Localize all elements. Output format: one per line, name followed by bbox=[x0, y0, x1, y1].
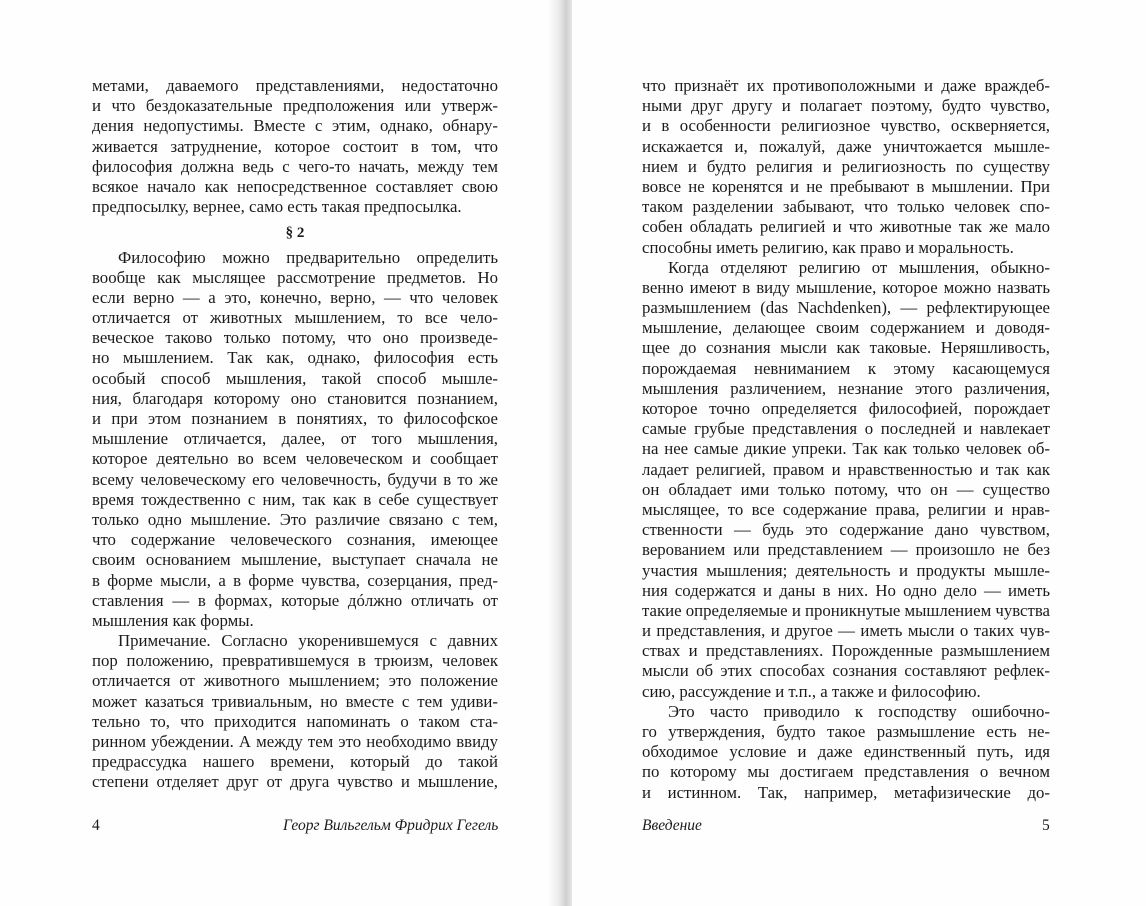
text-line: собен обладать религией и что животные так же мало bbox=[642, 217, 1050, 237]
text-line: мышление отличается, далее, от того мышления, bbox=[92, 429, 498, 449]
text-line: веческое таково только потому, что оно произведе- bbox=[92, 328, 498, 348]
running-head: Георг Вильгельм Фридрих Гегель bbox=[283, 817, 499, 834]
text-line: метами, даваемого представлениями, недостаточно bbox=[92, 76, 498, 95]
text-line: го утверждения, будто такое размышление есть не- bbox=[642, 722, 1050, 741]
text-line: размышлением (das Nachdenken), — рефлектирующее bbox=[642, 298, 1050, 318]
text-line: искажается и, пожалуй, даже уничтожается мышле- bbox=[642, 136, 1050, 156]
text-line: ладает религией, правом и нравственностью и так как bbox=[642, 459, 1050, 479]
text-line: участия мышления; деятельность и продукты мышле- bbox=[642, 560, 1050, 580]
text-line: ния содержатся и даны в них. Но одно дело — иметь bbox=[642, 580, 1050, 600]
note-line: может казаться тривиальным, но вместе с тем удиви- bbox=[92, 691, 498, 711]
text-line: мышления различением, незнание этого различения, bbox=[642, 378, 1050, 398]
text-line: философия должна ведь с чего-то начать, между тем bbox=[92, 156, 498, 176]
text-line: самые грубые представления о последней и навлекает bbox=[642, 419, 1050, 439]
page-number: 5 bbox=[1042, 817, 1050, 834]
text-line: ставления — в формах, которые дóлжно отличать от bbox=[92, 590, 498, 610]
text-line: вообще как мыслящее рассмотрение предметов. Но bbox=[92, 267, 498, 287]
text-line: по которому мы достигаем представления о вечном bbox=[642, 762, 1050, 782]
text-line: обходимое условие и даже единственный путь, идя bbox=[642, 742, 1050, 762]
text-line: и что бездоказательные предположения или утверж- bbox=[92, 96, 498, 116]
note-line: степени отделяет друг от друга чувство и мышление, bbox=[92, 772, 498, 792]
text-line: вовсе не коренятся и не пребывают в мышлении. При bbox=[642, 176, 1050, 196]
right-page-text bbox=[642, 76, 1050, 803]
note-line: отличается от животного мышлением; это положение bbox=[92, 671, 498, 691]
running-head: Введение bbox=[642, 817, 702, 834]
section-heading: § 2 bbox=[285, 225, 305, 242]
note-line: тельно то, что приходится напоминать о таком ста- bbox=[92, 711, 498, 731]
text-line: Это часто приводило к господству ошибочно- bbox=[668, 701, 1050, 721]
text-line: и в особенности религиозное чувство, оскверняется, bbox=[642, 116, 1050, 136]
page-number: 4 bbox=[92, 817, 100, 834]
text-line: время тождественно с ним, так как в себе существует bbox=[92, 489, 498, 509]
text-line: ствах и представлениях. Порожденные размышлением bbox=[642, 641, 1050, 661]
text-line: только одно мышление. Это различие связано с тем, bbox=[92, 509, 498, 529]
text-line: ными друг другу и полагает поэтому, будто чувство, bbox=[642, 96, 1050, 116]
text-line: ния, благодаря которому оно становится познанием, bbox=[92, 388, 498, 408]
text-line: отличается от животных мышлением, то все чело- bbox=[92, 308, 498, 328]
text-line: и истинном. Так, например, метафизические до- bbox=[642, 782, 1050, 802]
text-line: такие определяемые и проникнутые мышлением чувства bbox=[642, 600, 1050, 620]
text-line: сию, рассуждение и т.п., а также и философию. bbox=[642, 681, 981, 701]
left-page-text bbox=[92, 76, 498, 793]
left-page bbox=[0, 0, 560, 906]
note-line: Примечание. Согласно укоренившемуся с давних bbox=[118, 631, 498, 651]
text-line: живается затруднение, которое состоит в том, что bbox=[92, 136, 498, 156]
text-line: своим основанием мышление, выступает сначала не bbox=[92, 550, 498, 570]
text-line: ственности — будь это содержание дано чувством, bbox=[642, 520, 1050, 540]
text-line: что содержание человеческого сознания, имеющее bbox=[92, 530, 498, 550]
text-line: всякое начало как непосредственное составляет свою bbox=[92, 176, 498, 196]
text-line: способны иметь религию, как право и моральность. bbox=[642, 237, 1014, 257]
text-line: предпосылку, вернее, само есть такая предпосылка. bbox=[92, 197, 462, 217]
text-line: мышление, делающее своим содержанием и доводя- bbox=[642, 318, 1050, 338]
text-line: что признаёт их противоположными и даже враждеб- bbox=[642, 76, 1050, 95]
text-line: дения недопустимы. Вместе с этим, однако, обнару- bbox=[92, 116, 498, 136]
text-line: в форме мысли, а в форме чувства, созерцания, пред- bbox=[92, 570, 498, 590]
text-line: Философию можно предварительно определить bbox=[118, 247, 498, 267]
text-line: таком разделении забывают, что только человек спо- bbox=[642, 197, 1050, 217]
text-line: и при этом познанием в понятиях, то философское bbox=[92, 409, 498, 428]
text-line: нием и будто религия и религиозность по существу bbox=[642, 156, 1050, 176]
text-line: но мышлением. Так как, однако, философия есть bbox=[92, 348, 498, 368]
text-line: порождаемая невниманием к этому касающемуся bbox=[642, 358, 1050, 378]
text-line: мысли об этих способах сознания составляют рефлек- bbox=[642, 661, 1050, 681]
text-line: которое деятельно во всем человеческом и сообщает bbox=[92, 449, 498, 469]
text-line: если верно — а это, конечно, верно, — что человек bbox=[92, 287, 498, 307]
text-line: особый способ мышления, такой способ мышле- bbox=[92, 368, 498, 388]
note-line: пор положению, превратившемуся в трюизм, человек bbox=[92, 651, 498, 671]
text-line: венно имеют в виду мышление, которое можно назвать bbox=[642, 277, 1050, 297]
text-line: мыслящее, то все содержание права, религии и нрав- bbox=[642, 499, 1050, 519]
right-page bbox=[572, 0, 1146, 906]
text-line: всему человеческому его человечность, будучи в то же bbox=[92, 469, 498, 489]
text-line: щее до сознания мысли как таковые. Неряшливость, bbox=[642, 338, 1050, 358]
text-line: и представления, и другое — иметь мысли о таких чув- bbox=[642, 621, 1050, 641]
text-line: мышления как формы. bbox=[92, 610, 254, 630]
note-line: предрассудка нашего времени, который до такой bbox=[92, 752, 498, 772]
text-line: на нее самые дикие упреки. Так как только человек об- bbox=[642, 439, 1050, 459]
text-line: верованием или представлением — произошло не без bbox=[642, 540, 1050, 560]
text-line: которое точно определяется философией, порождает bbox=[642, 399, 1050, 418]
note-line: ринном убеждении. А между тем это необходимо ввиду bbox=[92, 732, 498, 751]
text-line: Когда отделяют религию от мышления, обыкно- bbox=[668, 257, 1050, 277]
text-line: он обладает ими только потому, что он — существо bbox=[642, 479, 1050, 499]
